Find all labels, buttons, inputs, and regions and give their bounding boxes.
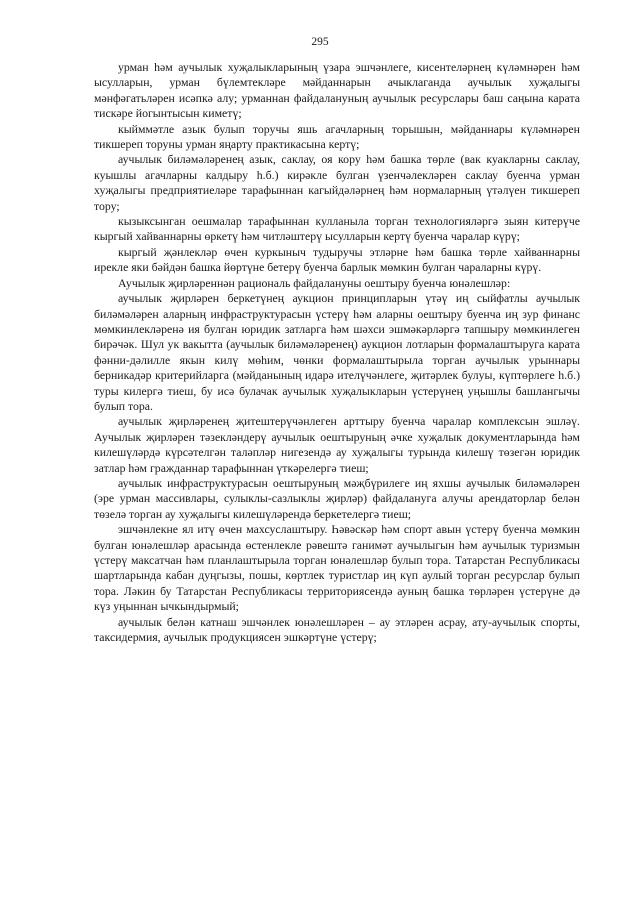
paragraph: аучылык инфраструктурасын оештыруның мәҗбүрилеге иң яхшы аучылык биләмәләрен (эре урман массивлары, сулыклы-сазлыклы җирләр) файдалануга алучы арендаторлар белән төзелә торган ау хуҗалыгы килешүләрендә беркетелергә тиеш; <box>94 475 580 521</box>
paragraph: кыйммәтле азык булып торучы яшь агачларның торышын, мәйданнары күләмнәрен тикшереп торуны урман яңарту практикасына кертү; <box>94 121 580 152</box>
paragraph: урман һәм аучылык хуҗалыкларының үзара эшчәнлеге, кисентеләрнең күләмнәрен һәм ысулларын, урман бүлемтекләре мәйданнарын ачыклаганда аучылык хуҗалыгы мәнфәгатьләрен исәпкә алу; урманнан файдалануның аучылык ресурслары баш саңына карата тискәре йогынтысын киметү; <box>94 60 580 121</box>
paragraph: аучылык җирләрен беркетүнең аукцион принципларын үтәү иң сыйфатлы аучылык биләмәләрен аларның инфраструктурасын үстерү һәм аларны оештыру буенча иң зур финанс мөмкинлекләренә ия булган юридик затларга һәм шәхси эшмәкәрләргә тапшыру мөмкинлеген бирәчәк. Шул ук вакытта (аучылык биләмәләренең) аукцион лотларын формалаштыруга карата фәнни-дәлилле якын килү мөһим, чөнки формалаштырыла торган аучылык урыннары берникадәр критерийларга (мәйданының идарә ителүчәнлеге, җитәрлек булуы, күптөрлеге һ.б.) туры килергә тиеш, бу исә булачак аучылык хуҗалыкларын үстерүнең уңышлы башлангычы булып тора. <box>94 291 580 413</box>
paragraph: аучылык белән катнаш эшчәнлек юнәлешләрен – ау этләрен асрау, ату-аучылык спорты, таксидермия, аучылык продукциясен эшкәртүне үстерү; <box>94 614 580 645</box>
section-heading: Аучылык җирләреннән рациональ файдалануны оештыру буенча юнәлешләр: <box>118 275 511 290</box>
paragraph: аучылык җирләренең җитештерүчәнлеген арттыру буенча чаралар комплексын эшләү. Аучылык җирләрен тәзекләндерү аучылык оештыруның әчке хуҗалык документларында һәм килешүләрдә күрсәтелгән таләпләр нигезендә ау хуҗалыгы турында килешү төзегән юридик затлар һәм гражданнар тарафыннан үткәрелергә тиеш; <box>94 414 580 475</box>
page-number: 295 <box>311 36 329 48</box>
paragraph: аучылык биләмәләренең азык, саклау, оя кору һәм башка төрле (вак куакларны саклау, куышлы агачларны калдыру һ.б.) кирәкле булган үзенчәлекләрен саклау буенча урман хуҗалыгы предприятиеләре тарафыннан кагыйдәләрнең һәм нормаларның үтәлүен тикшереп тору; <box>94 152 580 213</box>
paragraph: эшчәнлекне ял итү өчен махсуслаштыру. Һәвәскәр һәм спорт авын үстерү буенча мөмкин булган юнәлешләр арасында өстенлекле рәвештә ганимәт аучылыгын һәм аучылык туризмын үстерү максатчан һәм планлаштырыла торган юнәлешләр булып тора. Татарстан Республикасы шартларында кабан дуңгызы, пошы, көртлек туристлар иң күп аулый торган ресурслар булып тора. Ләкин бу Татарстан Республикасы территориясендә ауның башка төрләрен үстерүне дә күз уңыннан ычкындырмый; <box>94 522 580 614</box>
document-body <box>94 60 580 645</box>
paragraph: кыргый җәнлекләр өчен куркыныч тудыручы этләрне һәм башка төрле хайваннарны ирекле яки бәйдән башка йөртүне бетерү буенча барлык мөмкин булган чараларны күрү. <box>94 244 580 275</box>
paragraph: кызыксынган оешмалар тарафыннан кулланыла торган технологияләргә зыян китерүче кыргый хайваннарны өркетү һәм читләштерү ысулларын кертү буенча чаралар күрү; <box>94 214 580 244</box>
